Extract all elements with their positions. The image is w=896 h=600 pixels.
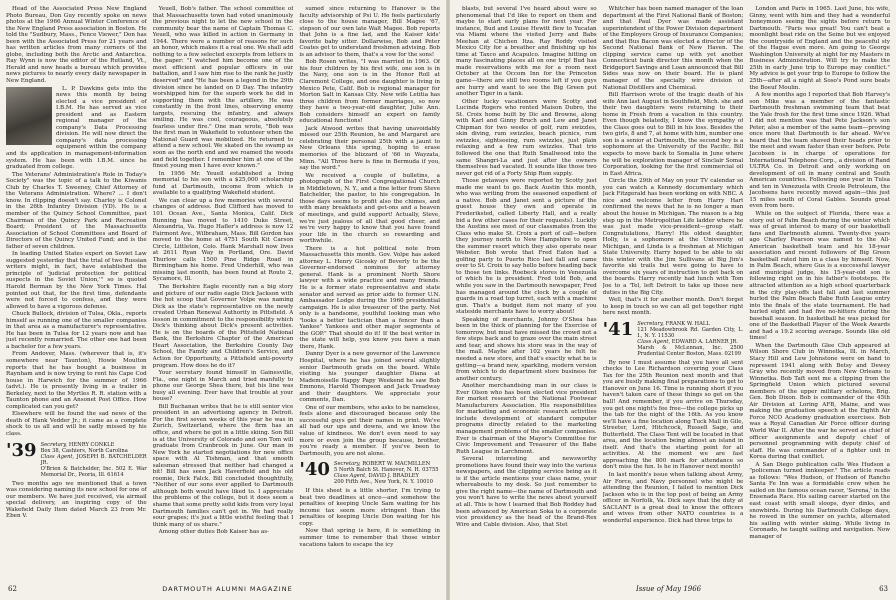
right-column-2 [603,6,744,578]
paragraph: Speaking of merchants, Johnny O'Shea has been in the thick of planning for the Exercise of tomorrow, but must have missed the crowd not a few steps back and to graze over the main street and tear, and shows his store was in the way of the mall. Maybe after 102 years he felt he needed a new store, and that's exactly what he is getting—a brand new, sparkling, modern version from which to do department store business for another century. [456,316,597,382]
paragraph: Well, that's it for another month. Don't forget to keep in touch so we can all get together right here next month. [602,297,744,317]
page-number: 62 [8,585,17,593]
agent-label: Class Agent, [40,453,75,460]
agent-address: 200 Fifth Ave., New York, N. Y. 10010 [333,479,433,486]
agent-label: Class Agent, [333,473,367,480]
paragraph: Chuck Bullock, division of Tulsa, Okla., reports himself as running one of the smaller companies in that area as a manufacturer's representative. He has been in Tulsa for 12 years now and has just recently remarried. The other one had been a bachelor for a few years. [6,311,147,350]
right-column-1 [456,6,597,578]
class-header-40 [299,461,440,485]
right-column-3 [749,6,890,578]
paragraph: Jack Atwood writes that having unavoidably missed our 25th Reunion, he and Margaret are celebrating their personal 25th with a jaunt to New Orleans this spring, hoping to erase memories of the blizzard of '66 in Wayzata, Minn. "All Three here is fine in Bermuda if you, say the word." [299,125,441,172]
portrait-photo [6,87,52,145]
paragraph: When the Dartmouth Glee Club appeared at Wilson Shore Club in Winnetka, Ill. in March, Stacy Hill and Lew Johnstone were on hand to represent 1941 along with Betsy and Dewey Gray who recently moved from New Orleans to Winnetka. Bob Taft sent me a clipping from the Springfield Union which pictured several members of the upper military echelons, Brig. Gen. Bob Dixon. Bob is commander of the 45th Air Division at Loring AFB, Maine, and was making the graduation speech at the Eighth Air Force NCO Academy graduation exercises. Bob was a Royal Canadian Air Force officer during World War II. After the war he served as chief of officer assignments and deputy chief of personnel programming with deputy chief of staff. He was commander of a fighter unit in Korea during that conflict. [749,342,891,461]
secretary-name: ROBERT W. MACMILLEN [362,461,431,468]
class-number: '41 [602,318,634,340]
secretary-label: Secretary, [333,461,361,468]
paragraph: Bill Buchanan writes that he is still senior vice president in an advertising agency in Detroit. For the first seven weeks of this year he was in Zurich, Switzerland, where the firm has an office, and where he got in a little skiing. Son Bill is at the University of Colorado and son Tom will graduate from Cranbrook in June. Our man in New York he started negotiations for new office space with Al Tishman, and that smooth salesman stressed that neither had changed a bit! Bill has seen Jack Haverfield and his old roomie, Dick Falck. Bill concluded thoughtfully, "Neither of our sons ever applied to Dartmouth although both would have liked to. I appreciate the problems of the college, but it does seem a shame that some pretty solid kids from very loyal Dartmouth families can't get in. We had really sour grapes; it's just a little wistful feeling that I think many of us share." [152,403,294,528]
agent-name: EDWARD A. LARNER JR. [671,338,738,345]
paragraph: One of our members, who asks to be nameless, feels alone and discouraged because only the successful guys get their names in print. We've all had our ups and downs, and we know the value of kindness. We don't even need to say more or even join the group because, brother, you're ready a member. If you've been to Dartmouth, you are not alone. [299,404,441,457]
paragraph: A San Diego publication calls Wes Hudson a "policeman turned innkeeper." The article reads as follows: "Wes Hudson, of Hudson of Rancho Santa Fe Inn was a formidable crew when he sailed on the famous ocean racer, 'Serena,' in the Ensenada Race. His sailing career started on the east coast with small sloops, dyer dinks, and snowbirds. During his Dartmouth College days, he rowed in the summer on yachts, alternated his sailing with winter skiing. While living in Coronado, he taught sailing and navigation. Now manager of [749,461,891,540]
paragraph: Yeuell, Bob's father. The school committee of that Massachusetts town had voted unanimously the previous night to let the new school in the community bear the name of Captain Thomas C. Yeuell, who was killed in action in Germany in 1944. There were a number of reasons for such an honor, which makes it a real one. We shall add nothing to a few selected excerpts from letters in the paper: "I watched him become one of the most efficient and popular officers in our battalion, and I saw him rise to the rank he justly deserved" and "He has been a legend in the 29th division since he landed on D Day. The infantry worshipped him for the superb work he did in supporting them with the artillery. He was constantly in the front lines, observing enemy targets, rescuing the infantry, and always smiling. He was cool, courageous, absolutely fearless under fire." One man wrote, "Bob was the first man in Wakefield to volunteer when the National Guard was mobilized. He returned to attend a new school. We skated on the swamp as soon as the north end and we roamed the woods and field together. I remember him at one of the finest young men I have ever known." [152,6,294,170]
paragraph: Circle the 29th of May on your TV calendar so you can watch a Kennedy documentary which Jack Fitzgerald has been working on with NBC. A nice and welcome letter from Harry Hart confirmed the news that he is no longer a man about the house in Michigan. The reason is a big step up in the Metropolitan Life ladder where he was just made vice-president—group staff. Congratulations, Harry! His oldest daughter, Holly, is a sophomore at the University of Michigan, and Linda is a freshman at Michigan State University. Harry hoped to be able to ski this winter with the Jim Sullivans at Big Jim's favorite ski trails but were going to have to overcome six years of instruction to get back on the boards. Harry recently had lunch with Tom Joe to a 'Tel, left Detroit to take up those new duties in the Big City. [602,178,744,296]
paragraph: Whitcher has been named manager of the loan department at the First National Bank of Boston; and that Paul Dyer was made assistant superintendent of the Power Division department of the Employers Group of Insurance Companies; and that Bus Bacon was elected a director of the Second National Bank of New Haven. The clipping service came up with yet another Connecticut bank director this month when the Bridgeport Savings and Loan announced that Bill Sides was now on their board. He is plant manager of the specialty wire division of National Distillers and Chemical. [602,6,744,91]
paragraph: The Berkshire Eagle recently ran a big story and picture of our radio eagle Dick Jackson with the hot scoop that Governor Volpe was naming Dick as the state's representative on the newly created Urban Renewal Authority in Pittsfield. A lesson in commitment to the responsibility which Dick's thinking about Dick's present activities. He is on the boards of the Pittsfield National Bank, the Berkshire Chapter of the American Heart Association, the Berkshire County Day School, the Family and Children's Service, and Action for Opportunity, a Pittsfield anti-poverty program. How does he do it? [152,283,294,369]
paragraph: Among other duties Bob Kaiser has as- [158,529,269,536]
paragraph: London and Paris in 1965. Last June, his wife, Ginny, went with him and they had a wonderful honeymoon seeing the sights before return to Dartmouth. "Paris was great! You can't beat a moonlight boat ride on the Seine but we enjoyed the countryside of England and the peaceful sty of the Hague even more. Am going to George Washington University at night for my Masters in Business Administration. Will try to make the 25th in early June trip to Europe may conflict." My advice is get your trip to Europe to follow the 25th—after all a night at Soso's Pond sure beats the Boeuf Moulin. [749,6,891,91]
paragraph: If this sheet is a little shorter, I'm trying to beat two deadlines at once—and somehow the penalties of keeping Uncle Sam waiting for his income tax seem more stringent than the penalties of keeping Uncle Don waiting for his copy. [299,488,441,527]
paragraph: We can clear up a few memories with several changes of address. Bud Clifford has moved to 101 Ocean Ave., Santa Monica, Calif. Dick Bunning has moved to 1410 Duke Street, Alexandria, Va. Hugo Hafler's address is now 12 Fairmont Ave., Wilbraham, Mass. Bill Gordon has moved to the home at 4751 South Kit Carson Circle, Littleton, Colo. Hank Marshall now lives at 2611 Ryan Way in Portland, Ore. David Thurlow calls 1500 Pine Ridge Road in Birmingham his home. Fred Underhill, who was missing last month, has been found at Route 2, Sycamore, Ill. [152,197,294,283]
paragraph: Several interesting and newsworthy promotions have found their way into the various newspapers, and the clipping service being as it is if the article mentions your class name, your whereabouts to my desk. So just remember to give the right name—the name of Dartmouth and you won't have to write the news about yourself at all. This is how I learned that Bob Roddey had been advanced by American Soka to a corporate vice presidency as the head of the Brand-Rex Wire and Cable division. Also, that Stet [456,456,597,528]
paragraph: Bill Harrison wrote of the tragic death of his wife Ann last August in Southfield, Mich. she and their two daughters were returning to their home in Fresh from a vacation in this country. Even though belatedly, I know the sympathy of the Class goes out to Bill in his loss. Besides the two girls, 8 and 7, at home with him, number one son is a senior at Dartmouth, the second boy is a sophomore at the University of the Pacific. Bill expects to move back to Somalia in June where he will be exploration manager of Sinclair Somal Corporation, looking for the first commercial oil in East Africa. [602,92,744,177]
agent-name: DAVID J. BRADLEY [368,473,419,480]
class-header-41 [602,318,744,357]
agent-name: JOSEPH B. BATCHELDER JR. [40,453,147,466]
paragraph: A few months ago I reported that Bob Harvey's son Mike was a member of the fantastic Dartmouth freshman swimming team that beat the Yale frosh for the first time since 1926. What I did not mention was that Pete Jackson's son Peter, also a member of the same team—proving once more that Dartmouth is far ahead. We've heard that the team shaved their heads prior to the meet and swam faster than ever before. Pete Jacobsen is in charge of operations for International Telephone Corp., a division of Rand ULTRA Co. in Detroit and only working on development of oil in many central and South American countries. Following one year in Tulsa and ten in Venezuela with Creole Petroleum, the Jacobsens have recently moved again—this just 15 miles south of Coral Gables. Sounds great even from here. [749,92,891,210]
paragraph: While on the subject of Florida, there was a story out of Palm Beach during the winter which was of great interest to many of our basketball fans and Dartmouth alumni. Twenty-five years ago Charley Pearson was named to the All-American basketball team and his 18-year association and recent followers of Big Green basketball rated him in a class by himself. Now, in Palm Beach, where Gus is a successful lawyer and municipal judge, his 15-year-old son is following right on in his father's footsteps. He attracted attention as a high school quarterback in the city play-offs last fall and last summer hurled the Palm Beach Babe Ruth League entry into the finals of the state tournament. He had hurled eight and had five no-hitters during the baseball season. In basketball he was picked for one of the Basketball Player of the Week Awards and had a 19.2 scoring average. Sounds like old times! [749,210,891,342]
paragraph: By now I must assume that you have all sent checks to Lee Richardson covering your Class Tax for the 25th Reunion next month and that you are busily making final preparations to get to Hanover on June 16. Time is running short if you haven't taken care of these things so get on the ball! And remember, if you arrive on Thursday, you get one night's fee free—the college picks up the tab for the night of the 16th. As you know we'll have a fine location along Tuck Mall in Gile, Streeter, Lord, Hitchcock, Russell Sage, and Butterfield. The Class Tent will be located in that area, and the location being almost an island in itself. And that's the starting point for all activities. At the moment we are fast approaching the 800 mark for attendance so don't miss the fun. Is he in Hanover next month! [602,359,744,471]
agent-address: Marsh & McLennan, Inc. 2500 Prudential Center Boston, Mass. 02199 [637,344,744,357]
secretary-address: 5 North Balch St. Hanover, N. H. 03755 [333,467,439,474]
secretary-label: Secretary, [637,320,664,327]
left-column-3 [299,6,440,578]
paragraph: Now that spring is here, it is something in summer time to remember that those winter vacations taken to escape the icy [299,528,441,548]
right-page-columns [456,6,890,578]
paragraph: L. P. Dawkins gets into the news this month by being elected a vice president of I.B.M. He has served as vice president and as Eastern regional manager of the company's Data Processing division. He will now direct the company's data processing equipment within the company and its application in management-information system. He has been with I.B.M. since he graduated from college. [6,85,147,171]
paragraph: Those getaways were reported by Scotty just made me want to go. Back Austin this month, who was writing from the seasoned expedient of a native. Bob and Janet sent a picture of the guest house they own and operate in Frederiksted, called Liberty Hall, and a really bid a few other cases for their requests). Luckily the Austins see most of our classmates from the Class who make St. Croix a port of call—before they journey north to New Hampshire to open the summer resort which they also operate near Webster. Bob wrote that Fred Eaton had a golfing party to Puerto Rico last fall and came over to St. Croix to say hello before heading back to those ten links. Roebeck stores in Venezuela of which he is president. Fred told Bob, and while you saw in the Dartmouth newspaper, Fred has managed around the clock by a couple of guards in a road top turret, each with a machine gun. That's a budget item not many of you stateside merchants have to worry about! [456,178,597,316]
class-info [41,442,147,478]
agent-label: Class Agent, [637,338,671,345]
left-page [0,0,446,600]
class-info [334,461,439,485]
page-number: 63 [879,585,888,593]
paragraph: We received a couple of bulletins, a photograph of the First Congregational Church in Middletown, N. Y., and a fine letter from Steve Batchelder, the pastor, to his congregation. In those days seems to profit also the chimes, and with many breakfasts and get-ons and a heaven of meetings, and guild support! Actually, Steve, we're just jealous of all that good cheer, and we're very happy to know that you have found your life in the church so rewarding and worthwhile. [299,172,441,245]
paragraph: From Andover, Mass. (wherever that is, it's somewhere near Taunton), Howie Moulton reports that he has bought a business in Raynham and is now trying to rent his Cape Cod house in Harwich for the summer of 1966 (advt.). He is presently living in a trailer in Berkeley, next to the Myrtles R. R. station with a Taunton phone and an Ansonet Post Office. How complicated can you get? [6,351,147,410]
paragraph: In last month's issue when talking about Army, Air Force, and Navy personnel who might be attending the Reunion, I failed to mention Dick Jackson who is in the top post of being an Army officer in Norfolk, Va. Dick says that the duty at SACLANT is a great deal to know the officers and wives from other NATO countries is a wonderful experience. Dick had three trips to [602,472,744,524]
left-column-1 [6,6,147,578]
secretary-label: Secretary, [40,441,68,448]
right-footer [458,582,888,596]
paragraph: Elsewhere will be found the sad news of the death of Hank Vedder Jr.; it came as a complete shock to us all and will be sadly missed by his class. [6,411,147,437]
paragraph: There is a hot political note from Massachusetts this month. Gov. Volpe has asked attorney L. Henry Gicosky of Beverly to be the Governor-endorsed nominee for attorney general. Hank is a prominent North Shore lawyer with a wide practice and many friends. He is a former state representative and state senator and served as prior aide to former U.N. Ambassador Lodge during the 1960 presidential campaign. He is also treasurer of the party. Not only is a handsome, youthful looking man who "looks a better tactician than a fencer than a Yankee" Yankees and other major segments of the GOP." That should do it! If the best writer in the state will help, you know you have a man there, Hank. [299,245,441,350]
paragraph: Head of the Associated Press New England Photo Bureau, Don Guy recently spoke on news photos at the 1966 Annual Winter Conference of the New England Press association in Boston. He told the "Sudbury, Mass., Fence Viewer," Don has been with the Associated Press for 21 years and has written articles from many corners of the globe, including both the Arctic and Antarctica. Ray Wynn is now the editor of the Rutland, Vt., Herald and now heads a bureau which provides news pictures to nearly every daily newspaper in New England. [6,6,147,85]
class-info [637,321,743,357]
paragraph: blasts, but several I've heard about were so phenomenal that I'd like to report on them and maybe to start early plans for next year. For instance, Bud and Louise Hewitt flew to Yucatan via Miami where the visited Jerry and Babs Meehan at Chichen Itza. Ray Roddy visited Mexico City for a breather and finishing up his time at Taxco and Acapulco. Imagine hitting on many fascinating places all on one trip! Bud has made reservations with me for a room next October at the Occom Inn for the Princeton game—there are still two rooms left if you guys are hurry and want to see the Big Green put another Tiger in a tank. [456,6,597,98]
paragraph: In 1956 Mr. Yeuell established a living memorial to his son with a $25,000 scholarship fund at Dartmouth, income from which is available to a qualifying Wakefield student. [152,170,294,197]
issue-date: Issue of May 1966 [635,585,702,593]
right-page [450,0,896,600]
left-column-2 [153,6,294,578]
class-number: '39 [6,439,37,461]
class-number: '40 [299,459,330,481]
magazine-title: DARTMOUTH ALUMNI MAGAZINE [162,585,293,593]
paragraph: The Veterans' Administration's Role in Today's Society" was the topic of a talk to the Kiwanis Club by Charles T. Sweeney, Chief Attorney of the Veterans Administration. Where? ... I don't know. In clipping doesn't say. Charley is Colonel in the 26th Infantry Division (YD). He is a member of the Quincy School Committee, past Chairman of the Quincy Park and Recreation Board; President of the Massachusetts Association of School Committees and Board of Directors of the Quincy United Fund; and is the father of seven children. [6,171,147,250]
secretary-address: 121 Meadowbrook Rd. Garden City, L. I., N. Y. 11530 [637,326,744,339]
paragraph: Bob Rosen writes, "I was married in 1963. Of his four children by his first wife, one son is in the Navy, one son is in the Honor Roll at Claremont College, and one daughter is living in Mexico Pete, Calif. Bob is regional manager for Morton Salt in Kansas City. New wife Letitia has three children from former marriages, so now they have a two-year-old daughter, Julie Ann. Bob considers himself an expert on family educational functions! [299,59,441,125]
paragraph: In leading United States expert on Soviet Law suggested yesterday that the trial of two Russian writers might, in fact, have established the principle of 'judicial protection for political suspects in the Soviet Union,'" so is quoted Harold Berman by the New York Times. Hal pointed out that, for the first time, defendants were not forced to confess, and they were allowed to have a vigorous defense. [6,251,147,310]
paragraph: sumed since returning to Hanover is the faculty advisorship of Psi U. He feels particularly close to the house manager, Bill Magee '67, stepson of our own late Walt Magee. Bob reports that John is a fine lad, and the Kaiser kids' favorite baby sitter. Dollarwise, Bob and Peter Coates get to understand freshmen advising. Bob is an advisor to them, that's a vow for the sons! [299,6,441,58]
paragraph: Two months ago we mentioned that a town was considering naming its new school for one of our members. We have just received, via airmail special delivery, an inspiring copy of the Wakefield Daily Item dated March 23 from Mr. Eben V. [6,480,147,520]
secretary-name: HENRY CONKLE [68,441,115,448]
left-footer [8,582,438,596]
paragraph: Danny Dyer is a new governor of the Lawrence Hospital, where he has joined several slightly senior Dartmouth grads on the board. While visiting his younger daughter Diana at Mademoiselle Happy Papy Weekend he saw Bob Emmons, Harold Thompson and Jack Treadway and their daughters. We appreciate your comments, Dan. [299,351,441,404]
secretary-name: FRANK W. HALL [665,320,710,327]
agent-address: O'Brien & Batchelder, Inc. 502 E. War Memorial Dr., Peoria, Ill. 61614 [40,465,147,478]
paragraph: Your secretary found himself in Gainesville, Fla., one night in March and tried manfully to phone our George Shea there, but his line was busy all evening. Ever have that trouble at your house? [152,370,294,403]
paragraph: Other lucky vacationers were Scotty and Lucinda Rogers who rented Maison Dubro, the St. Croix home built by Dic and Browne, along with Karl and Ginny Bruch and Lew and Janet Chipman for two weeks of golf, rum swizzles, skin diving, rum swizzles, beach picnics, rum swizzles, sightseeing, rum swizzles, just plain relaxing and a few rum swizzles. That trio followed the one that Ruth Smallwood into the same Shangri-La and just after the owners themselves had vacated. It sounds like those two never got rid of a Forty Ship Rum supply. [456,98,597,177]
paragraph: Another merchandising man in our class is Ever Olson who has been elected vice president for market research of the National Footwear Manufacturers Association. His responsibilities for marketing and economic research activities include development of standard computer programs directly related to the marketing management problems of the smaller companies. Ever is chairman of the Mayor's Committee for Civic Improvement and Treasurer of the Babe Ruth League in Larchmont. [456,383,597,455]
class-header-39 [6,439,147,478]
left-page-columns [6,6,440,578]
secretary-address: Box 38, Cashiers, North Carolina [40,447,128,454]
